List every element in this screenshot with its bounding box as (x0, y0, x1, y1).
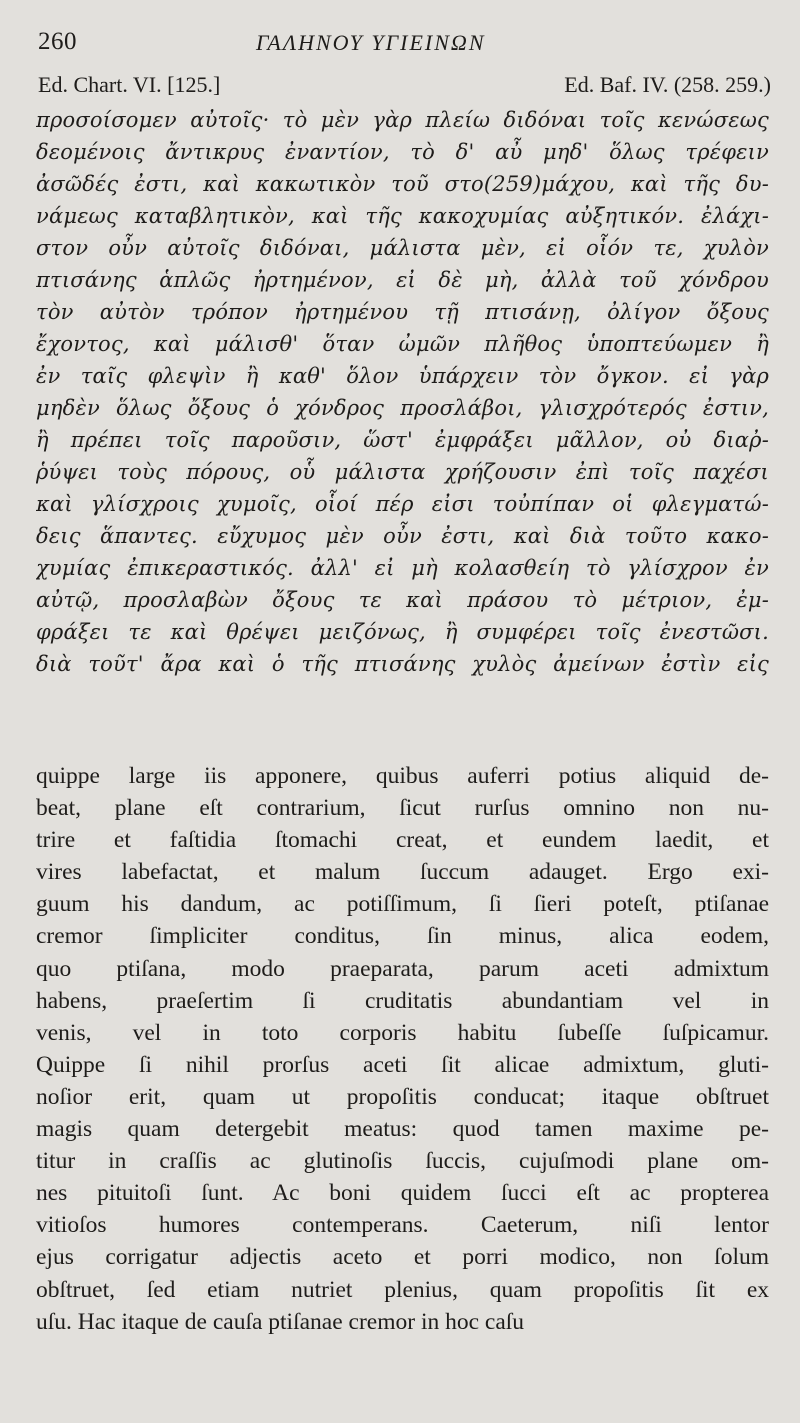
latin-line: quo ptiſana, modo praeparata, parum aceti admixtum (36, 955, 769, 982)
edition-chartier: Ed. Chart. VI. [125.] (38, 72, 221, 97)
greek-line: χυμίας ἐπικεραστικός. ἀλλ' εἰ μὴ κολασθείη τὸ γλίσχρον ἐν (36, 556, 769, 580)
latin-line: noſior erit, quam ut propoſitis conducat; itaque obſtruet (36, 1083, 769, 1110)
greek-text (36, 104, 769, 680)
greek-line: νάμεως καταβλητικὸν, καὶ τῆς κακοχυμίας αὐξητικόν. ἐλάχι- (36, 204, 769, 228)
greek-line: δεις ἅπαντες. εὔχυμος μὲν οὖν ἐστι, καὶ διὰ τοῦτο κακο- (36, 524, 769, 548)
latin-line: magis quam detergebit meatus: quod tamen maxime pe- (36, 1116, 769, 1143)
greek-line: καὶ γλίσχροις χυμοῖς, οἷοί πέρ εἰσι τοὐπίπαν οἱ φλεγματώ- (36, 492, 769, 516)
running-title: ΓΑΛΗΝΟΥ ΥΓΙΕΙΝΩΝ (256, 30, 486, 55)
greek-line: ἔχοντος, καὶ μάλισθ' ὅταν ὠμῶν πλῆθος ὑποπτεύωμεν ἢ (36, 332, 769, 356)
latin-line: Quippe ſi nihil prorſus aceti ſit alicae admixtum, gluti- (36, 1051, 769, 1078)
greek-line: ῥύψει τοὺς πόρους, οὗ μάλιστα χρήζουσιν ἐπὶ τοῖς παχέσι (36, 460, 769, 484)
latin-line: ejus corrigatur adjectis aceto et porri modico, non ſolum (36, 1244, 769, 1271)
greek-line: πτισάνης ἁπλῶς ἠρτημένον, εἰ δὲ μὴ, ἀλλὰ τοῦ χόνδρου (36, 268, 769, 292)
latin-line: titur in craſſis ac glutinoſis ſuccis, cujuſmodi plane om- (36, 1148, 769, 1175)
greek-line: στον οὖν αὐτοῖς διδόναι, μάλιστα μὲν, εἰ οἷόν τε, χυλὸν (36, 236, 769, 260)
greek-line: τὸν αὐτὸν τρόπον ἠρτημένου τῇ πτισάνῃ, ὀλίγον ὄξους (36, 300, 769, 324)
latin-line: nes pituitoſi ſunt. Ac boni quidem ſucci eſt ac propterea (36, 1180, 769, 1207)
edition-references (38, 72, 771, 106)
edition-basel: Ed. Baf. IV. (258. 259.) (564, 72, 771, 97)
greek-line: ἐν ταῖς φλεψὶν ἢ καθ' ὅλον ὑπάρχειν τὸν ὄγκον. εἰ γὰρ (36, 364, 769, 388)
latin-line: obſtruet, ſed etiam nutriet plenius, quam propoſitis ſit ex (36, 1276, 769, 1303)
latin-line: vitioſos humores contemperans. Caeterum, niſi lentor (36, 1212, 769, 1239)
latin-line: venis, vel in toto corporis habitu ſubeſſe ſuſpicamur. (36, 1019, 769, 1046)
latin-line: cremor ſimpliciter conditus, ſin minus, alica eodem, (36, 923, 769, 950)
latin-line: beat, plane eſt contrarium, ſicut rurſus omnino non nu- (36, 795, 769, 822)
greek-line: αὐτῷ, προσλαβὼν ὄξους τε καὶ πράσου τὸ μέτριον, ἐμ- (36, 588, 769, 612)
greek-line: προσοίσομεν αὐτοῖς· τὸ μὲν γὰρ πλείω διδόναι τοῖς κενώσεως (36, 108, 769, 132)
greek-line: δεομένοις ἄντικρυς ἐναντίον, τὸ δ' αὖ μηδ' ὅλως τρέφειν (36, 140, 769, 164)
greek-line: ἀσῶδές ἐστι, καὶ κακωτικὸν τοῦ στο(259)μάχου, καὶ τῆς δυ- (36, 172, 769, 196)
latin-line: vires labefactat, et malum ſuccum adauget. Ergo exi- (36, 859, 769, 886)
latin-line: quippe large iis apponere, quibus auferri potius aliquid de- (36, 763, 769, 789)
greek-line: μηδὲν ὅλως ὄξους ὁ χόνδρος προσλάβοι, γλισχρότερός ἐστιν, (36, 396, 769, 420)
latin-line: guum his dandum, ac potiſſimum, ſi ſieri poteſt, ptiſanae (36, 891, 769, 918)
page-number: 260 (38, 28, 77, 55)
latin-translation (36, 760, 769, 1338)
greek-line: διὰ τοῦτ' ἄρα καὶ ὁ τῆς πτισάνης χυλὸς ἀμείνων ἐστὶν εἰς (36, 652, 769, 676)
running-head (38, 28, 768, 64)
latin-line: trire et faſtidia ſtomachi creat, et eundem laedit, et (36, 827, 769, 854)
greek-line: ἢ πρέπει τοῖς παροῦσιν, ὥστ' ἐμφράξει μᾶλλον, οὐ διαῤ- (36, 428, 769, 452)
latin-line: habens, praeſertim ſi cruditatis abundantiam vel in (36, 987, 769, 1014)
latin-line: uſu. Hac itaque de cauſa ptiſanae cremor in hoc caſu (36, 1308, 525, 1335)
greek-line: φράξει τε καὶ θρέψει μειζόνως, ἢ συμφέρει τοῖς ἐνεστῶσι. (36, 620, 769, 644)
